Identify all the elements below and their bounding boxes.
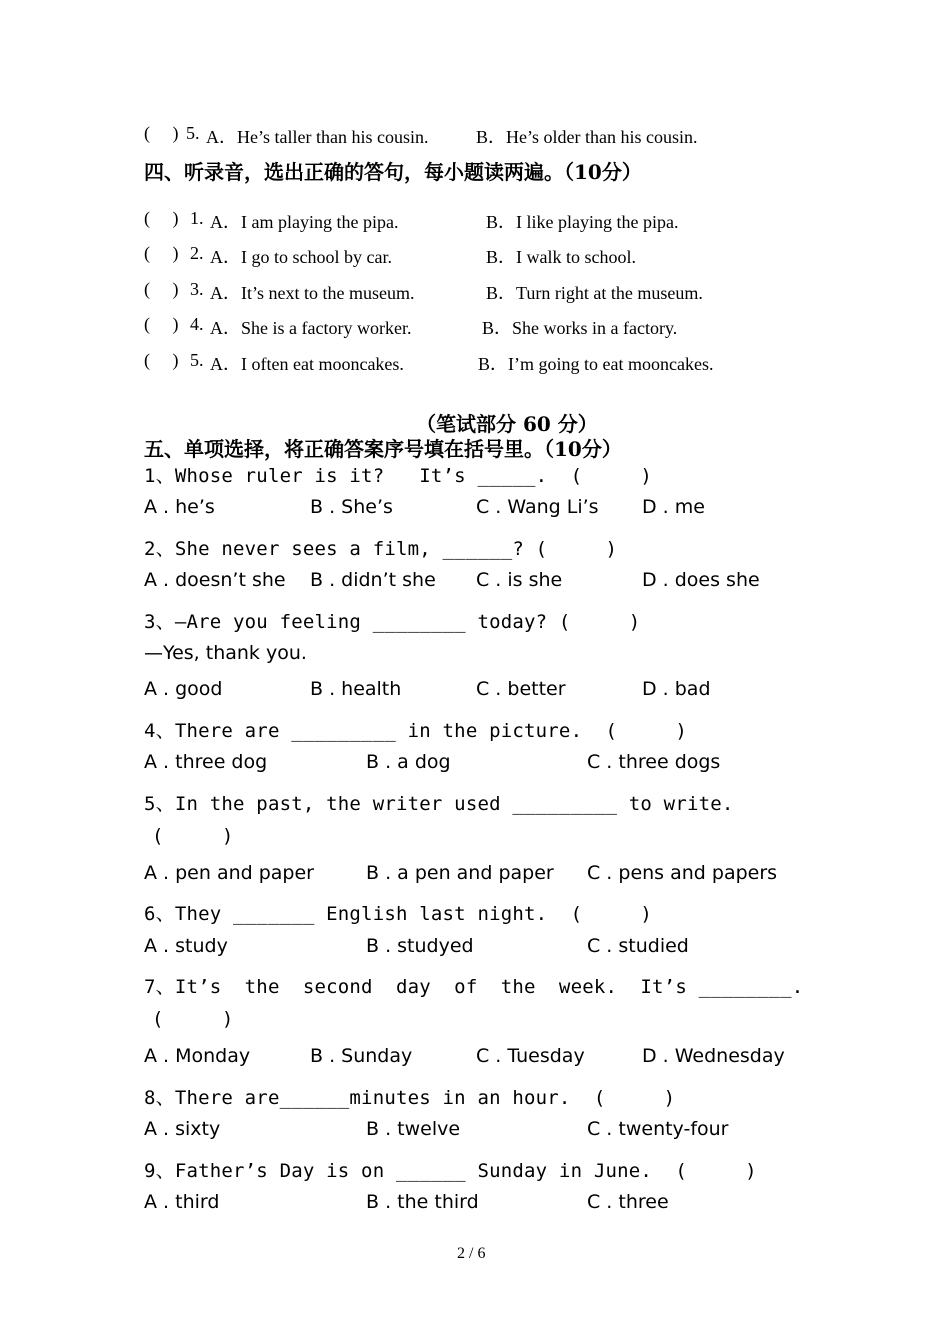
q3-5-paren[interactable]: ( ) [144, 123, 179, 143]
q5-3-option-c: C . better [476, 678, 566, 700]
q5-4-stem: 4、There are _________ in the picture. ( ) [144, 720, 687, 742]
q5-9-option-a: A . third [144, 1191, 220, 1213]
section5-title: 五、单项选择，将正确答案序号填在括号里。（10分） [144, 437, 622, 461]
page-number: 2 / 6 [457, 1245, 486, 1262]
q4-1-paren[interactable]: ( ) [144, 208, 179, 228]
q5-2-stem: 2、She never sees a film, ______? ( ) [144, 538, 618, 560]
q5-4-option-b: B . a dog [366, 751, 451, 773]
q5-9-stem: 9、Father’s Day is on ______ Sunday in June. ( ) [144, 1160, 757, 1182]
q5-1-option-c: C . Wang Li’s [476, 496, 599, 518]
q5-6-option-b: B . studyed [366, 935, 474, 957]
q4-5-option-a: A．I often eat mooncakes. [210, 354, 404, 374]
q3-5-option-a: A．He’s taller than his cousin. [206, 127, 429, 147]
q4-1-number: 1. [190, 208, 204, 228]
q4-3-option-b: B．Turn right at the museum. [486, 283, 703, 303]
q5-3-option-b: B . health [310, 678, 402, 700]
q4-2-option-a: A．I go to school by car. [210, 247, 392, 267]
q3-5-option-b: B．He’s older than his cousin. [476, 127, 698, 147]
q4-3-paren[interactable]: ( ) [144, 279, 179, 299]
q4-2-option-b: B．I walk to school. [486, 247, 636, 267]
q4-5-number: 5. [190, 350, 204, 370]
q5-3-option-a: A . good [144, 678, 223, 700]
q5-3-stem: 3、—Are you feeling ________ today? ( ) [144, 611, 641, 633]
q5-5-paren[interactable]: ( ) [152, 825, 234, 847]
q4-1-option-a: A．I am playing the pipa. [210, 212, 399, 232]
q5-1-option-a: A . he’s [144, 496, 215, 518]
q5-7-option-d: D . Wednesday [642, 1045, 785, 1067]
q4-5-option-b: B．I’m going to eat mooncakes. [478, 354, 714, 374]
q5-7-option-a: A . Monday [144, 1045, 251, 1067]
q4-3-option-a: A．It’s next to the museum. [210, 283, 415, 303]
section4-title: 四、听录音，选出正确的答句，每小题读两遍。（10分） [144, 160, 642, 184]
q5-7-option-b: B . Sunday [310, 1045, 413, 1067]
q5-1-stem: 1、Whose ruler is it? It’s _____. ( ) [144, 465, 653, 487]
q4-4-paren[interactable]: ( ) [144, 314, 179, 334]
q4-4-option-b: B．She works in a factory. [482, 318, 678, 338]
q5-7-option-c: C . Tuesday [476, 1045, 585, 1067]
q4-5-paren[interactable]: ( ) [144, 350, 179, 370]
written-part-title: （笔试部分 60 分） [416, 412, 598, 436]
q5-5-option-c: C . pens and papers [587, 862, 778, 884]
q5-1-option-d: D . me [642, 496, 705, 518]
q5-8-stem: 8、There are______minutes in an hour. ( ) [144, 1087, 676, 1109]
q5-2-option-c: C . is she [476, 569, 563, 591]
q5-4-option-a: A . three dog [144, 751, 268, 773]
q5-5-option-b: B . a pen and paper [366, 862, 554, 884]
q5-8-option-a: A . sixty [144, 1118, 221, 1140]
q4-4-number: 4. [190, 314, 204, 334]
q4-2-paren[interactable]: ( ) [144, 243, 179, 263]
q5-9-option-c: C . three [587, 1191, 669, 1213]
q5-7-stem: 7、It’s the second day of the week. It’s ________. [144, 976, 804, 998]
q4-1-option-b: B．I like playing the pipa. [486, 212, 679, 232]
q5-6-option-c: C . studied [587, 935, 689, 957]
q4-2-number: 2. [190, 243, 204, 263]
q5-8-option-b: B . twelve [366, 1118, 461, 1140]
q5-2-option-b: B . didn’t she [310, 569, 436, 591]
q5-8-option-c: C . twenty-four [587, 1118, 729, 1140]
q5-5-option-a: A . pen and paper [144, 862, 314, 884]
q5-6-option-a: A . study [144, 935, 228, 957]
q5-2-option-d: D . does she [642, 569, 760, 591]
q5-3-reply: —Yes, thank you. [144, 642, 307, 664]
q4-3-number: 3. [190, 279, 204, 299]
q5-9-option-b: B . the third [366, 1191, 479, 1213]
q5-4-option-c: C . three dogs [587, 751, 721, 773]
q3-5-number: 5. [186, 123, 200, 143]
q5-2-option-a: A . doesn’t she [144, 569, 286, 591]
q5-7-paren[interactable]: ( ) [152, 1008, 234, 1030]
q4-4-option-a: A．She is a factory worker. [210, 318, 412, 338]
q5-1-option-b: B . She’s [310, 496, 393, 518]
q5-6-stem: 6、They _______ English last night. ( ) [144, 903, 653, 925]
q5-5-stem: 5、In the past, the writer used _________ to write. [144, 793, 734, 815]
q5-3-option-d: D . bad [642, 678, 711, 700]
